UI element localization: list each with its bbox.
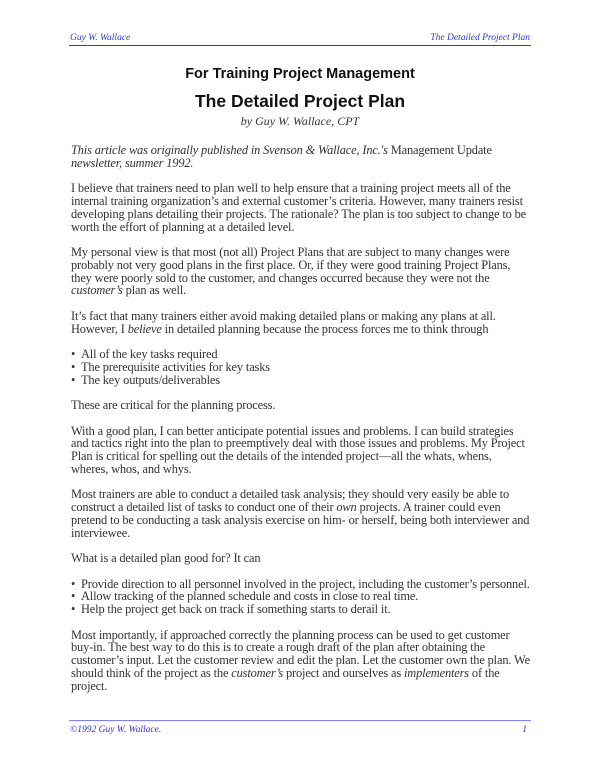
document-title: The Detailed Project Plan: [194, 91, 406, 111]
text: Most importantly, if approached correctly the planning process can be used to get customer buy-in. The best way to do this is to create a rough draft of the plan after obtaining the customer’s input. Let the customer review and edit the plan. Let the customer own the plan. We should think of the project as the: [71, 627, 530, 680]
page-header: [69, 31, 531, 46]
header-doc-title: The Detailed Project Plan: [430, 33, 530, 43]
article-body: [69, 144, 531, 692]
bullet-list-1: [71, 348, 531, 386]
list-item: • Provide direction to all personnel involved in the project, including the customer’s personnel.: [71, 578, 531, 591]
page-content: [69, 65, 531, 692]
paragraph-1: I believe that trainers need to plan well to help ensure that a training project meets all of the internal training organization’s and external customer’s criteria. However, many trainers resist developing plans detailing their projects. The rationale? The plan is too subject to change to be worth the effort of planning at a detailed level.: [71, 181, 527, 234]
document-subtitle: For Training Project Management: [185, 66, 415, 82]
text: My personal view is that most (not all) Project Plans that are subject to many changes were probably not very good plans in the first place. Or, if they were good training Project Plans, they were poorly sold to the customer, and changes occurred because they were not the: [71, 245, 511, 285]
paragraph-8: [71, 629, 531, 693]
page-number: 1: [522, 725, 527, 736]
paragraph-7: What is a detailed plan good for? It can: [71, 551, 261, 565]
paragraph-2: [71, 246, 531, 297]
intro-text-end: newsletter, summer 1992.: [71, 155, 194, 170]
text: of the project.: [71, 665, 500, 693]
list-item: • Help the project get back on track if something starts to derail it.: [71, 603, 531, 616]
newsletter-name: Management Update: [390, 143, 492, 157]
text: project and ourselves as: [283, 665, 405, 680]
header-author: Guy W. Wallace: [70, 33, 131, 43]
emphasis: implementers: [404, 665, 469, 680]
intro-note: [71, 144, 531, 170]
intro-text: This article was originally published in Svenson & Wallace, Inc.'s: [71, 143, 391, 157]
text: projects. A trainer could even pretend to be conducting a task analysis exercise on him- or herself, being both interviewer and interviewee.: [71, 500, 530, 540]
list-item: • The key outputs/deliverables: [71, 374, 531, 387]
emphasis: customer’s: [71, 283, 123, 298]
emphasis: believe: [127, 321, 162, 336]
paragraph-4: These are critical for the planning process.: [71, 398, 276, 412]
text: Most trainers are able to conduct a detailed task analysis; they should very easily be able to construct a detailed list of tasks to conduct one of their: [71, 487, 510, 514]
bullet-list-2: [71, 578, 531, 616]
paragraph-3: [71, 310, 531, 336]
list-item: • The prerequisite activities for key tasks: [71, 361, 531, 374]
copyright: ©1992 Guy W. Wallace.: [70, 725, 162, 736]
paragraph-5: With a good plan, I can better anticipate potential issues and problems. I can build strategies and tactics right into the plan to preemptively deal with those issues and problems. My Project Plan is critical for spelling out the details of the intended project—all the whats, whens, wheres, whos, and whys.: [71, 423, 525, 476]
text: in detailed planning because the process forces me to think through: [161, 321, 489, 336]
list-item: • All of the key tasks required: [71, 348, 531, 361]
emphasis: customer’s: [231, 665, 284, 680]
byline: by Guy W. Wallace, CPT: [240, 114, 360, 128]
text: It’s fact that many trainers either avoid making detailed plans or making any plans at all. However, I: [71, 308, 496, 336]
list-item: • Allow tracking of the planned schedule and costs in close to real time.: [71, 590, 531, 603]
page-footer: [69, 720, 531, 737]
emphasis: own: [336, 500, 357, 514]
document-page: [69, 0, 531, 777]
paragraph-6: [71, 488, 531, 539]
text: plan as well.: [122, 283, 187, 298]
